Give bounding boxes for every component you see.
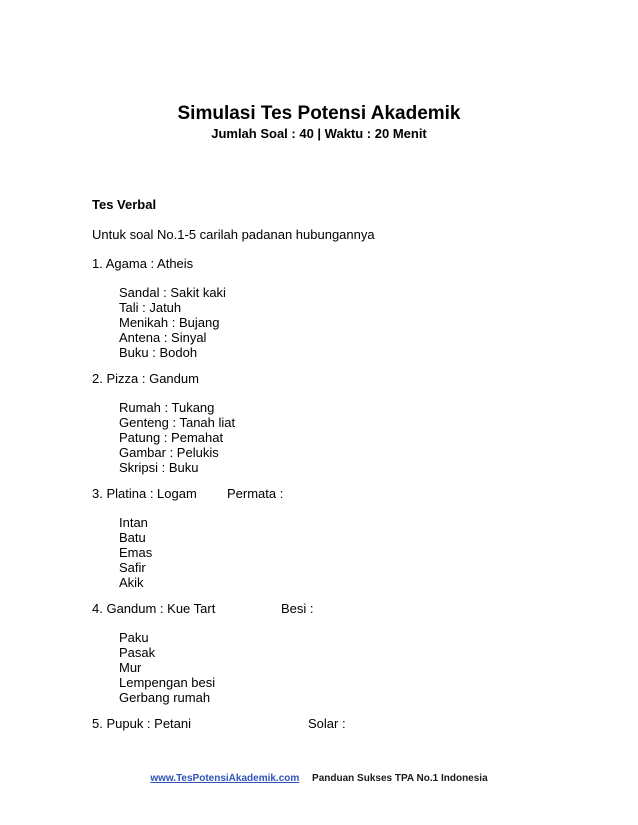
question-1-stem: 1. Agama : Atheis bbox=[92, 256, 194, 271]
page-subtitle: Jumlah Soal : 40 | Waktu : 20 Menit bbox=[211, 126, 427, 141]
question-3-stem-second: Permata : bbox=[227, 486, 284, 501]
question-3-option-c: Emas bbox=[119, 545, 153, 560]
question-5-stem-second: Solar : bbox=[308, 716, 346, 731]
question-3-option-e: Akik bbox=[119, 575, 144, 590]
question-4-option-e: Gerbang rumah bbox=[119, 690, 211, 705]
page-footer bbox=[0, 773, 638, 784]
question-3-option-b: Batu bbox=[119, 530, 146, 545]
section-instruction: Untuk soal No.1-5 carilah padanan hubungannya bbox=[92, 227, 375, 242]
question-2-stem: 2. Pizza : Gandum bbox=[92, 371, 199, 386]
question-4-stem: 4. Gandum : Kue Tart bbox=[92, 601, 216, 616]
website-link[interactable]: www.TesPotensiAkademik.com bbox=[150, 773, 300, 784]
question-3-option-d: Safir bbox=[119, 560, 146, 575]
question-2-option-e: Skripsi : Buku bbox=[119, 460, 199, 475]
question-4-stem-second: Besi : bbox=[281, 601, 314, 616]
question-1-option-b: Tali : Jatuh bbox=[119, 300, 182, 315]
question-1-option-a: Sandal : Sakit kaki bbox=[119, 285, 226, 300]
question-3-option-a: Intan bbox=[119, 515, 148, 530]
page-title: Simulasi Tes Potensi Akademik bbox=[177, 103, 461, 124]
question-3-stem: 3. Platina : Logam bbox=[92, 486, 197, 501]
question-2-option-d: Gambar : Pelukis bbox=[119, 445, 219, 460]
question-4-option-a: Paku bbox=[119, 630, 149, 645]
question-2-option-b: Genteng : Tanah liat bbox=[119, 415, 236, 430]
question-1-option-e: Buku : Bodoh bbox=[119, 345, 198, 360]
section-heading: Tes Verbal bbox=[92, 197, 157, 212]
question-2-option-a: Rumah : Tukang bbox=[119, 400, 215, 415]
question-4-option-b: Pasak bbox=[119, 645, 156, 660]
question-2-option-c: Patung : Pemahat bbox=[119, 430, 224, 445]
question-4-option-c: Mur bbox=[119, 660, 142, 675]
question-1-option-c: Menikah : Bujang bbox=[119, 315, 220, 330]
footer-tagline: Panduan Sukses TPA No.1 Indonesia bbox=[312, 773, 488, 784]
question-1-option-d: Antena : Sinyal bbox=[119, 330, 207, 345]
question-5-stem: 5. Pupuk : Petani bbox=[92, 716, 192, 731]
question-4-option-d: Lempengan besi bbox=[119, 675, 216, 690]
